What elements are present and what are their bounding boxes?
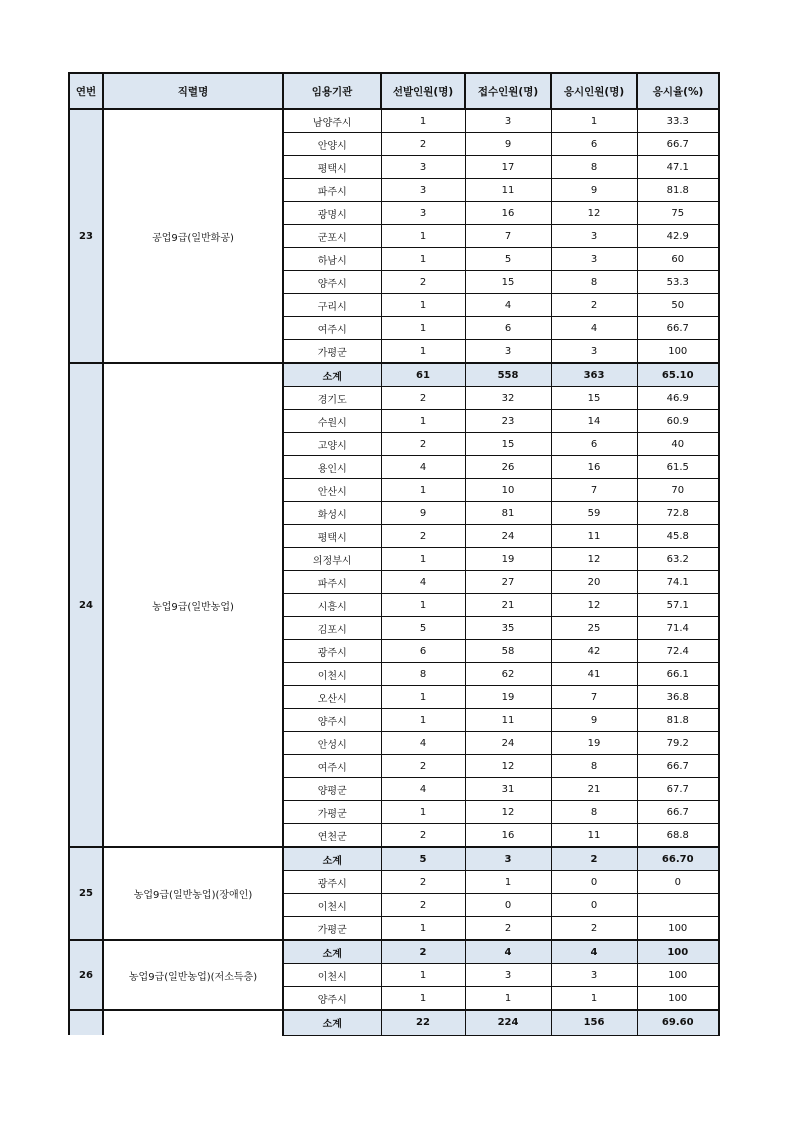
applied-cell: 3 <box>465 109 551 133</box>
took-exam-cell: 11 <box>551 824 637 848</box>
selected-cell: 2 <box>381 525 465 548</box>
applied-cell: 11 <box>465 709 551 732</box>
rate-cell: 0 <box>637 871 719 894</box>
applied-cell: 15 <box>465 433 551 456</box>
selected-cell: 8 <box>381 663 465 686</box>
rate-cell: 33.3 <box>637 109 719 133</box>
selected-cell: 1 <box>381 964 465 987</box>
took-exam-cell: 1 <box>551 109 637 133</box>
agency-cell: 평택시 <box>283 525 381 548</box>
applied-cell: 19 <box>465 548 551 571</box>
selected-cell: 5 <box>381 847 465 871</box>
applied-cell: 81 <box>465 502 551 525</box>
agency-cell: 수원시 <box>283 410 381 433</box>
agency-cell: 파주시 <box>283 571 381 594</box>
selected-cell: 4 <box>381 778 465 801</box>
selected-cell: 4 <box>381 732 465 755</box>
agency-cell: 연천군 <box>283 824 381 848</box>
applied-cell: 558 <box>465 363 551 387</box>
selected-cell: 9 <box>381 502 465 525</box>
applied-cell: 19 <box>465 686 551 709</box>
selected-cell: 1 <box>381 594 465 617</box>
selected-cell: 4 <box>381 571 465 594</box>
took-exam-cell: 20 <box>551 571 637 594</box>
took-exam-cell: 8 <box>551 156 637 179</box>
header-selected: 선발인원(명) <box>381 73 465 109</box>
group-job-title: 농업9급(일반농업) <box>103 363 283 847</box>
table-body <box>69 109 719 1035</box>
applied-cell: 16 <box>465 824 551 848</box>
applied-cell: 35 <box>465 617 551 640</box>
agency-cell: 안산시 <box>283 479 381 502</box>
rate-cell: 63.2 <box>637 548 719 571</box>
agency-cell: 광주시 <box>283 640 381 663</box>
applied-cell: 7 <box>465 225 551 248</box>
agency-cell: 안성시 <box>283 732 381 755</box>
rate-cell: 60 <box>637 248 719 271</box>
took-exam-cell: 14 <box>551 410 637 433</box>
agency-cell: 고양시 <box>283 433 381 456</box>
rate-cell: 67.7 <box>637 778 719 801</box>
selected-cell: 3 <box>381 179 465 202</box>
rate-cell: 68.8 <box>637 824 719 848</box>
applied-cell: 10 <box>465 479 551 502</box>
selected-cell: 2 <box>381 271 465 294</box>
rate-cell: 100 <box>637 964 719 987</box>
agency-cell: 양주시 <box>283 987 381 1011</box>
selected-cell: 1 <box>381 987 465 1011</box>
applied-cell: 16 <box>465 202 551 225</box>
rate-cell: 40 <box>637 433 719 456</box>
rate-cell: 36.8 <box>637 686 719 709</box>
agency-cell: 군포시 <box>283 225 381 248</box>
took-exam-cell: 15 <box>551 387 637 410</box>
agency-cell: 소계 <box>283 847 381 871</box>
agency-cell: 경기도 <box>283 387 381 410</box>
agency-cell: 가평군 <box>283 801 381 824</box>
group-job-title <box>103 1010 283 1035</box>
applied-cell: 26 <box>465 456 551 479</box>
rate-cell: 74.1 <box>637 571 719 594</box>
applied-cell: 3 <box>465 964 551 987</box>
header-job-title: 직렬명 <box>103 73 283 109</box>
agency-cell: 파주시 <box>283 179 381 202</box>
took-exam-cell: 12 <box>551 202 637 225</box>
selected-cell: 2 <box>381 824 465 848</box>
group-number <box>69 1010 103 1035</box>
rate-cell: 66.7 <box>637 133 719 156</box>
selected-cell: 1 <box>381 709 465 732</box>
took-exam-cell: 3 <box>551 225 637 248</box>
subtotal-row <box>69 363 719 387</box>
rate-cell: 53.3 <box>637 271 719 294</box>
selected-cell: 2 <box>381 871 465 894</box>
applied-cell: 1 <box>465 987 551 1011</box>
agency-cell: 오산시 <box>283 686 381 709</box>
took-exam-cell: 4 <box>551 317 637 340</box>
took-exam-cell: 8 <box>551 801 637 824</box>
rate-cell: 100 <box>637 940 719 964</box>
agency-cell: 하남시 <box>283 248 381 271</box>
rate-cell: 72.4 <box>637 640 719 663</box>
rate-cell: 66.70 <box>637 847 719 871</box>
applied-cell: 1 <box>465 871 551 894</box>
rate-cell: 47.1 <box>637 156 719 179</box>
took-exam-cell: 12 <box>551 594 637 617</box>
header-applied: 접수인원(명) <box>465 73 551 109</box>
group-job-title: 농업9급(일반농업)(저소득층) <box>103 940 283 1010</box>
applied-cell: 11 <box>465 179 551 202</box>
selected-cell: 1 <box>381 917 465 941</box>
rate-cell: 100 <box>637 340 719 364</box>
subtotal-row <box>69 1010 719 1035</box>
selected-cell: 1 <box>381 248 465 271</box>
selected-cell: 3 <box>381 156 465 179</box>
selected-cell: 1 <box>381 801 465 824</box>
took-exam-cell: 156 <box>551 1010 637 1035</box>
rate-cell: 81.8 <box>637 179 719 202</box>
selected-cell: 6 <box>381 640 465 663</box>
rate-cell: 65.10 <box>637 363 719 387</box>
agency-cell: 광주시 <box>283 871 381 894</box>
applied-cell: 9 <box>465 133 551 156</box>
took-exam-cell: 1 <box>551 987 637 1011</box>
applied-cell: 12 <box>465 801 551 824</box>
applied-cell: 23 <box>465 410 551 433</box>
agency-cell: 시흥시 <box>283 594 381 617</box>
selected-cell: 5 <box>381 617 465 640</box>
took-exam-cell: 7 <box>551 686 637 709</box>
took-exam-cell: 2 <box>551 917 637 941</box>
agency-cell: 가평군 <box>283 340 381 364</box>
selected-cell: 3 <box>381 202 465 225</box>
agency-cell: 구리시 <box>283 294 381 317</box>
took-exam-cell: 8 <box>551 271 637 294</box>
rate-cell: 100 <box>637 917 719 941</box>
agency-cell: 화성시 <box>283 502 381 525</box>
applied-cell: 58 <box>465 640 551 663</box>
table-row <box>69 109 719 133</box>
selected-cell: 1 <box>381 109 465 133</box>
rate-cell: 42.9 <box>637 225 719 248</box>
rate-cell: 100 <box>637 987 719 1011</box>
took-exam-cell: 19 <box>551 732 637 755</box>
rate-cell: 81.8 <box>637 709 719 732</box>
took-exam-cell: 9 <box>551 179 637 202</box>
agency-cell: 용인시 <box>283 456 381 479</box>
header-no: 연번 <box>69 73 103 109</box>
applied-cell: 4 <box>465 940 551 964</box>
took-exam-cell: 59 <box>551 502 637 525</box>
selected-cell: 1 <box>381 410 465 433</box>
agency-cell: 의정부시 <box>283 548 381 571</box>
group-job-title: 농업9급(일반농업)(장애인) <box>103 847 283 940</box>
took-exam-cell: 2 <box>551 294 637 317</box>
subtotal-row <box>69 940 719 964</box>
header-row <box>69 73 719 109</box>
applied-cell: 3 <box>465 340 551 364</box>
selected-cell: 1 <box>381 340 465 364</box>
selected-cell: 61 <box>381 363 465 387</box>
took-exam-cell: 3 <box>551 964 637 987</box>
took-exam-cell: 25 <box>551 617 637 640</box>
rate-cell: 60.9 <box>637 410 719 433</box>
applied-cell: 15 <box>465 271 551 294</box>
rate-cell: 66.1 <box>637 663 719 686</box>
agency-cell: 양평군 <box>283 778 381 801</box>
agency-cell: 김포시 <box>283 617 381 640</box>
rate-cell <box>637 894 719 917</box>
group-number: 24 <box>69 363 103 847</box>
agency-cell: 양주시 <box>283 271 381 294</box>
took-exam-cell: 42 <box>551 640 637 663</box>
agency-cell: 이천시 <box>283 964 381 987</box>
took-exam-cell: 0 <box>551 894 637 917</box>
took-exam-cell: 6 <box>551 133 637 156</box>
applied-cell: 0 <box>465 894 551 917</box>
applied-cell: 224 <box>465 1010 551 1035</box>
agency-cell: 가평군 <box>283 917 381 941</box>
header-took-exam: 응시인원(명) <box>551 73 637 109</box>
applied-cell: 4 <box>465 294 551 317</box>
rate-cell: 57.1 <box>637 594 719 617</box>
rate-cell: 75 <box>637 202 719 225</box>
rate-cell: 66.7 <box>637 801 719 824</box>
applied-cell: 31 <box>465 778 551 801</box>
took-exam-cell: 9 <box>551 709 637 732</box>
rate-cell: 69.60 <box>637 1010 719 1035</box>
applied-cell: 3 <box>465 847 551 871</box>
selected-cell: 22 <box>381 1010 465 1035</box>
agency-cell: 광명시 <box>283 202 381 225</box>
agency-cell: 여주시 <box>283 317 381 340</box>
took-exam-cell: 11 <box>551 525 637 548</box>
rate-cell: 61.5 <box>637 456 719 479</box>
took-exam-cell: 363 <box>551 363 637 387</box>
applied-cell: 21 <box>465 594 551 617</box>
selected-cell: 4 <box>381 456 465 479</box>
applied-cell: 24 <box>465 732 551 755</box>
rate-cell: 66.7 <box>637 755 719 778</box>
rate-cell: 66.7 <box>637 317 719 340</box>
applied-cell: 2 <box>465 917 551 941</box>
applied-cell: 27 <box>465 571 551 594</box>
group-job-title: 공업9급(일반화공) <box>103 109 283 363</box>
rate-cell: 79.2 <box>637 732 719 755</box>
took-exam-cell: 41 <box>551 663 637 686</box>
agency-cell: 이천시 <box>283 894 381 917</box>
selected-cell: 1 <box>381 317 465 340</box>
agency-cell: 남양주시 <box>283 109 381 133</box>
took-exam-cell: 7 <box>551 479 637 502</box>
rate-cell: 70 <box>637 479 719 502</box>
selected-cell: 2 <box>381 755 465 778</box>
selected-cell: 1 <box>381 225 465 248</box>
applied-cell: 6 <box>465 317 551 340</box>
took-exam-cell: 21 <box>551 778 637 801</box>
took-exam-cell: 12 <box>551 548 637 571</box>
header-rate: 응시율(%) <box>637 73 719 109</box>
took-exam-cell: 16 <box>551 456 637 479</box>
rate-cell: 46.9 <box>637 387 719 410</box>
group-number: 25 <box>69 847 103 940</box>
subtotal-row <box>69 847 719 871</box>
selected-cell: 2 <box>381 387 465 410</box>
selected-cell: 1 <box>381 548 465 571</box>
applied-cell: 62 <box>465 663 551 686</box>
rate-cell: 50 <box>637 294 719 317</box>
applied-cell: 5 <box>465 248 551 271</box>
agency-cell: 양주시 <box>283 709 381 732</box>
took-exam-cell: 3 <box>551 248 637 271</box>
took-exam-cell: 2 <box>551 847 637 871</box>
selected-cell: 1 <box>381 686 465 709</box>
header-agency: 임용기관 <box>283 73 381 109</box>
agency-cell: 소계 <box>283 363 381 387</box>
group-number: 23 <box>69 109 103 363</box>
selected-cell: 1 <box>381 294 465 317</box>
agency-cell: 소계 <box>283 940 381 964</box>
agency-cell: 안양시 <box>283 133 381 156</box>
applied-cell: 24 <box>465 525 551 548</box>
took-exam-cell: 8 <box>551 755 637 778</box>
rate-cell: 71.4 <box>637 617 719 640</box>
recruitment-table <box>68 72 720 1036</box>
applied-cell: 32 <box>465 387 551 410</box>
agency-cell: 여주시 <box>283 755 381 778</box>
rate-cell: 72.8 <box>637 502 719 525</box>
agency-cell: 이천시 <box>283 663 381 686</box>
selected-cell: 2 <box>381 894 465 917</box>
took-exam-cell: 6 <box>551 433 637 456</box>
rate-cell: 45.8 <box>637 525 719 548</box>
group-number: 26 <box>69 940 103 1010</box>
agency-cell: 소계 <box>283 1010 381 1035</box>
selected-cell: 2 <box>381 133 465 156</box>
selected-cell: 1 <box>381 479 465 502</box>
applied-cell: 17 <box>465 156 551 179</box>
took-exam-cell: 3 <box>551 340 637 364</box>
agency-cell: 평택시 <box>283 156 381 179</box>
took-exam-cell: 4 <box>551 940 637 964</box>
selected-cell: 2 <box>381 940 465 964</box>
applied-cell: 12 <box>465 755 551 778</box>
took-exam-cell: 0 <box>551 871 637 894</box>
selected-cell: 2 <box>381 433 465 456</box>
